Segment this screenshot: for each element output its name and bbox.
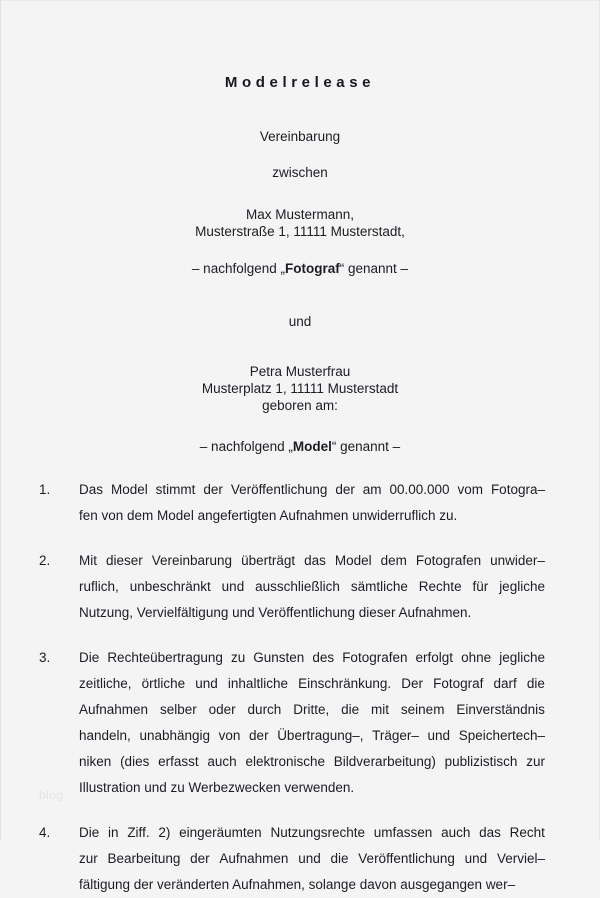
clause-word: dem — [380, 553, 407, 568]
clause-word: in — [108, 825, 119, 840]
clause-word: seinem — [400, 702, 445, 717]
clause-word: Recht — [509, 825, 545, 840]
clause-line — [79, 548, 545, 574]
clause-word: Mit — [79, 553, 97, 568]
clause-word: zu — [230, 650, 246, 665]
clause-word: Einverständnis — [456, 702, 545, 717]
clause-word: unbeschränkt — [129, 579, 211, 594]
clause-word: erfasst — [158, 754, 199, 769]
clause-word: Bildverarbeitung) — [333, 754, 436, 769]
clause-word: das — [479, 825, 501, 840]
clause-line: fen von dem Model angefertigten Aufnahmen unwiderruflich zu. — [79, 508, 458, 523]
clause-text — [79, 548, 545, 626]
clause-word: Bearbeitung — [107, 851, 181, 866]
clause-word: oder — [208, 702, 236, 717]
clause-word: mit — [371, 702, 390, 717]
clause-word: stimmt — [155, 482, 196, 497]
photographer-designation-suffix: “ genannt – — [339, 261, 409, 276]
document-header — [1, 1, 599, 455]
photographer-designation — [1, 240, 599, 277]
model-address: Musterplatz 1, 11111 Musterstadt — [201, 381, 399, 396]
model-party-block — [1, 330, 599, 414]
clause-word: das — [304, 553, 326, 568]
clause-line — [79, 574, 545, 600]
photographer-designation-prefix: – nachfolgend „ — [191, 261, 285, 276]
clause-word: (dies — [120, 754, 150, 769]
document-subtitle: Vereinbarung — [259, 129, 341, 144]
model-designation — [1, 414, 599, 455]
clause-word: Rechteübertragung — [107, 650, 223, 665]
clause-number: 1. — [39, 482, 51, 497]
clause-line — [79, 749, 545, 775]
clause-word: Der — [401, 676, 424, 691]
clause-word: Ziff. — [127, 825, 150, 840]
clause-line — [79, 477, 545, 503]
clause-word: Fotograf — [433, 676, 484, 691]
clause-word: der — [203, 482, 223, 497]
clause-word: von — [218, 728, 241, 743]
clause-word: 2) — [158, 825, 171, 840]
clause-word: auch — [441, 825, 471, 840]
clause-number: 4. — [39, 825, 51, 840]
clause-word: ausschließlich — [255, 579, 340, 594]
clause-line: Illustration und zu Werbezwecken verwenden. — [79, 780, 355, 795]
clause-word: die — [526, 676, 545, 691]
clause-word: und — [298, 851, 321, 866]
clause-word: inhaltliche — [227, 676, 288, 691]
clause-word: ruflich, — [79, 579, 119, 594]
clause-word: 00.00.000 — [389, 482, 450, 497]
clause-item — [1, 548, 599, 626]
clause-word: der — [249, 728, 269, 743]
clause-word: des — [312, 650, 335, 665]
clause-word: Die — [79, 825, 100, 840]
clause-line — [79, 846, 545, 872]
clause-word: Fotografen — [415, 553, 482, 568]
clause-word: Rechte — [418, 579, 462, 594]
clause-word: durch — [247, 702, 282, 717]
clause-word: handeln, — [79, 728, 131, 743]
clause-line — [79, 820, 545, 846]
model-designation-suffix: “ genannt – — [331, 439, 401, 454]
clause-word: Model — [334, 553, 372, 568]
clause-word: und — [464, 851, 488, 866]
photographer-address: Musterstraße 1, 11111 Musterstadt, — [195, 224, 405, 239]
clause-word: Dritte, — [293, 702, 330, 717]
clause-line: Nutzung, Vervielfältigung und Veröffentlichung dieser Aufnahmen. — [79, 605, 472, 620]
clause-word: niken — [79, 754, 112, 769]
conjunction-label: und — [288, 314, 312, 329]
clause-line — [79, 697, 545, 723]
clause-word: Veröffentlichung — [230, 482, 328, 497]
clause-word: selber — [159, 702, 197, 717]
clause-word: am — [362, 482, 382, 497]
clause-word: Aufnahmen — [219, 851, 289, 866]
clause-word: ohne — [461, 650, 492, 665]
clause-word: Verviel– — [496, 851, 545, 866]
clause-word: Speichertech– — [458, 728, 545, 743]
blog-watermark: blog — [39, 788, 64, 802]
clause-word: die — [341, 702, 360, 717]
clause-item — [1, 645, 599, 801]
clause-text — [79, 820, 545, 898]
clause-number: 3. — [39, 650, 51, 665]
clause-word: vom — [457, 482, 483, 497]
clause-word: Fotografen — [342, 650, 408, 665]
clause-word: Veröffentlichung — [358, 851, 455, 866]
clause-word: jegliche — [499, 650, 545, 665]
clause-line: fältigung der veränderten Aufnahmen, solange davon ausgegangen wer– — [79, 877, 516, 892]
page-title: Modelrelease — [224, 74, 376, 91]
clause-line — [79, 645, 545, 671]
clause-word: elektronische — [245, 754, 326, 769]
clause-word: auch — [207, 754, 237, 769]
clause-word: unabhängig — [139, 728, 211, 743]
clause-word: Einschränkung. — [298, 676, 392, 691]
clause-word: Das — [79, 482, 104, 497]
model-designation-prefix: – nachfolgend „ — [199, 439, 293, 454]
clause-line — [79, 671, 545, 697]
clause-word: Die — [79, 650, 100, 665]
clause-word: jegliche — [499, 579, 545, 594]
clause-word: die — [330, 851, 349, 866]
clause-word: umfassen — [373, 825, 433, 840]
clause-word: darf — [493, 676, 517, 691]
clause-item — [1, 477, 599, 529]
clause-word: der — [190, 851, 210, 866]
between-label: zwischen — [272, 165, 328, 180]
clause-word: für — [472, 579, 489, 594]
clause-word: überträgt — [241, 553, 296, 568]
clause-word: Träger– — [372, 728, 419, 743]
clause-word: Übertragung–, — [277, 728, 364, 743]
clause-list — [1, 455, 599, 898]
clause-word: zur — [79, 851, 98, 866]
clause-word: publizistisch — [444, 754, 518, 769]
clause-text — [79, 645, 545, 801]
clause-word: Vereinbarung — [151, 553, 233, 568]
clause-word: dieser — [105, 553, 143, 568]
clause-word: örtliche — [141, 676, 186, 691]
clause-word: und — [195, 676, 218, 691]
clause-word: eingeräumten — [179, 825, 262, 840]
photographer-party-block — [1, 181, 599, 240]
clause-word: zur — [526, 754, 545, 769]
clause-word: zeitliche, — [79, 676, 132, 691]
clause-word: erfolgt — [415, 650, 454, 665]
clause-word: Aufnahmen — [79, 702, 149, 717]
clause-item — [1, 820, 599, 898]
model-designation-term: Model — [292, 439, 332, 454]
clause-word: Model — [110, 482, 148, 497]
clause-word: Nutzungsrechte — [270, 825, 366, 840]
clause-word: und — [221, 579, 245, 594]
photographer-name: Max Mustermann, — [245, 207, 355, 222]
clause-word: unwider– — [490, 553, 545, 568]
model-birthdate-label: geboren am: — [262, 398, 338, 413]
clause-word: Fotogra– — [490, 482, 545, 497]
clause-text — [79, 477, 545, 529]
clause-line — [79, 723, 545, 749]
clause-word: der — [335, 482, 355, 497]
model-name: Petra Musterfrau — [249, 364, 351, 379]
clause-number: 2. — [39, 553, 51, 568]
clause-word: sämtliche — [350, 579, 408, 594]
clause-word: Gunsten — [253, 650, 305, 665]
photographer-designation-term: Fotograf — [285, 261, 340, 276]
clause-word: und — [427, 728, 451, 743]
